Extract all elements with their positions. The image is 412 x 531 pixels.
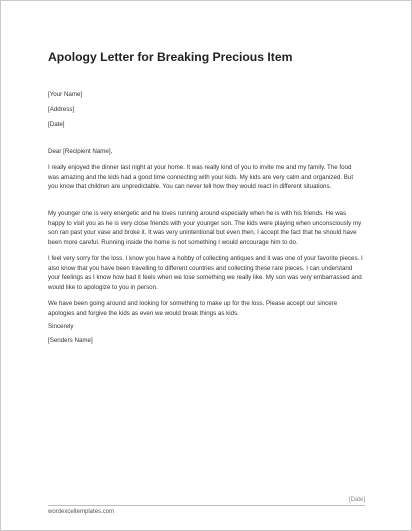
body-paragraph-2: My younger one is very energetic and he loves running around especially when he is with his friends. He was happy to visit you as he is very close friends with your younger son. The kids were playing when unconsciously my son ran past your vase and broke it. It was very unintentional but even then, I accept the fact that he should have been more careful. Running inside the home is not something I would encourage him to do. [48, 210, 362, 246]
letter-date: [Date] [48, 121, 65, 128]
footer-website: wordexceltemplates.com [48, 509, 115, 515]
sender-address: [Address] [48, 106, 75, 113]
body-paragraph-4: We have been going around and looking for something to make up for the loss. Please accept our sincere apologies and forgive the kids as even we would break things as kids. [48, 300, 338, 317]
closing: Sincerely [48, 323, 74, 330]
body-paragraph-3: I feel very sorry for the loss. I know you have a hobby of collecting antiques and it was one of your favorite pieces. I also know that you have been travelling to different countries and collecting these rare pieces. I can understand your feelings as I know how bad it feels when we lose something we really like. My son was very embarrassed and would like to apologize to you in person. [48, 255, 363, 291]
body-paragraph-1: I really enjoyed the dinner last night at your home. It was really kind of you to invite me and my family. The food was amazing and the kids had a good time connecting with your kids. My kids are very calm and organized. But you know that children are unpredictable. You can never tell how they would react in different situations. [48, 164, 354, 190]
signature: [Senders Name] [48, 337, 93, 344]
salutation: Dear [Recipient Name], [48, 148, 113, 155]
footer-divider [48, 505, 365, 506]
sender-name: [Your Name] [48, 91, 83, 98]
letter-title: Apology Letter for Breaking Precious Item [48, 50, 293, 64]
footer-date: [Date] [348, 497, 365, 503]
